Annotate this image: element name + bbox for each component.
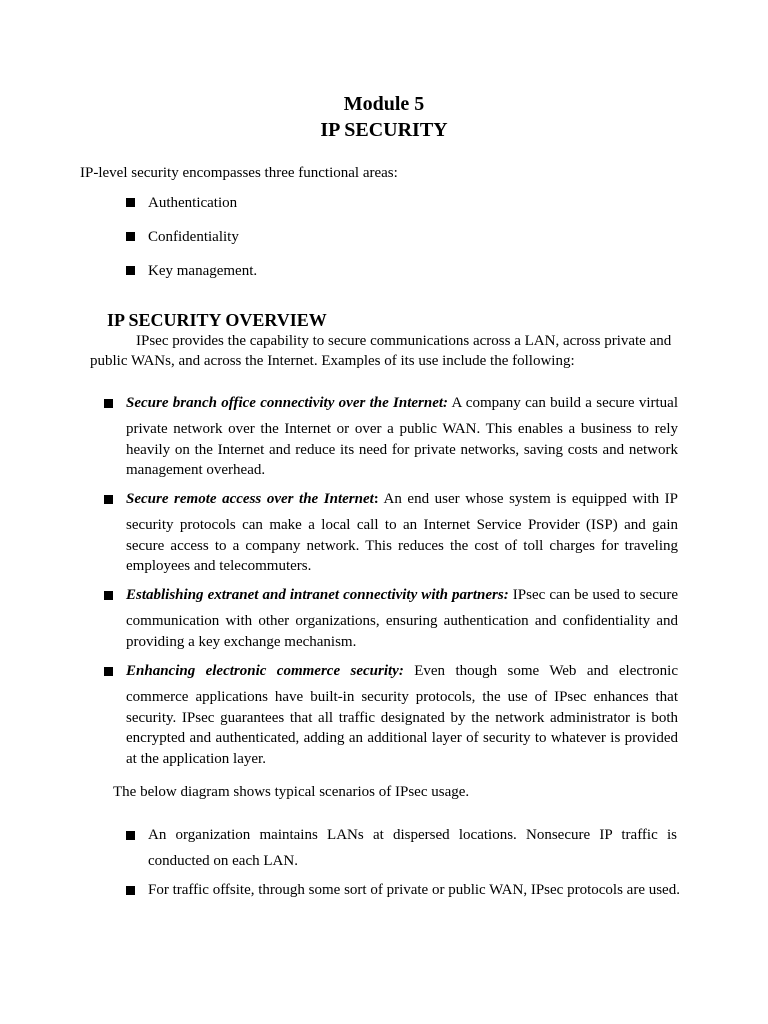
list-item-label: Authentication (148, 195, 238, 211)
feature-text: Even though some Web and electronic (403, 663, 679, 679)
feature-text: An end user whose system is equipped with IP (378, 491, 678, 507)
feature-lead: Secure branch office connectivity over the Internet: (126, 395, 449, 411)
overview-paragraph: IPsec provides the capability to secure communications across a LAN, across private and public WANs, and across the Internet. Examples of its use include the following: (90, 333, 672, 369)
feature-item (126, 661, 678, 770)
module-heading: Module 5 (343, 93, 425, 115)
scenario-first-line: An organization maintains LANs at dispersed locations. Nonsecure IP traffic is (148, 827, 677, 843)
diagram-note: The below diagram shows typical scenarios of IPsec usage. (113, 784, 470, 800)
feature-text: security protocols can make a local call to an Internet Service Provider (ISP) and gain secure access to a company network. This reduces the cost of toll charges for traveling employees and telecommuters. (126, 516, 678, 575)
feature-colon: : (373, 491, 379, 507)
feature-lead: Establishing extranet and intranet connectivity with partners: (126, 587, 509, 603)
list-item-label: Key management. (148, 263, 258, 279)
list-item-label: Confidentiality (148, 229, 239, 245)
feature-lead: Secure remote access over the Internet (126, 491, 374, 507)
feature-text: private network over the Internet or over a public WAN. This enables a business to rely heavily on the Internet and reduce its need for private networks, saving costs and network management overhead. (126, 420, 678, 479)
scenario-text: conducted on each LAN. (148, 853, 298, 869)
square-bullet-icon (126, 831, 135, 840)
feature-text: IPsec can be used to secure (508, 587, 679, 603)
page-title: IP SECURITY (320, 119, 448, 141)
feature-lead: Enhancing electronic commerce security: (126, 663, 404, 679)
square-bullet-icon (104, 495, 113, 504)
square-bullet-icon (126, 886, 135, 895)
list-item (126, 193, 237, 213)
feature-text: communication with other organizations, ensuring authentication and confidentiality and providing a key exchange mechanism. (126, 612, 678, 650)
feature-item (126, 585, 678, 652)
feature-first-line (126, 393, 678, 414)
square-bullet-icon (104, 667, 113, 676)
square-bullet-icon (104, 399, 113, 408)
feature-item (126, 489, 678, 577)
list-item (126, 227, 239, 247)
scenario-first-line: For traffic offsite, through some sort of private or public WAN, IPsec protocols are used. (148, 882, 680, 898)
square-bullet-icon (126, 198, 135, 207)
scenario-item (148, 880, 693, 900)
square-bullet-icon (126, 266, 135, 275)
square-bullet-icon (104, 591, 113, 600)
feature-text: A company can build a secure virtual (448, 395, 678, 411)
feature-first-line (126, 661, 678, 682)
feature-item (126, 393, 678, 481)
scenario-item (148, 825, 677, 871)
square-bullet-icon (126, 232, 135, 241)
intro-text: IP-level security encompasses three functional areas: (80, 165, 398, 181)
feature-first-line (126, 585, 678, 606)
list-item (126, 261, 257, 281)
feature-text: commerce applications have built-in security protocols, the use of IPsec enhances that security. IPsec guarantees that all traffic designated by the network administrator is both encrypted and authenticated, adding an additional layer of security to whatever is provided at the application layer. (126, 688, 678, 768)
section-heading: IP SECURITY OVERVIEW (107, 310, 327, 330)
feature-first-line (126, 489, 678, 510)
